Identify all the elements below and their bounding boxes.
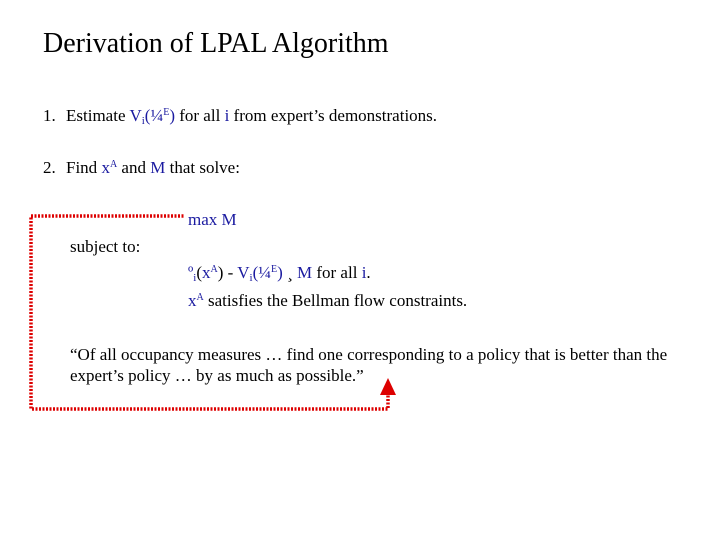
lp-objective: max M [188, 210, 237, 229]
step-2-text-a: Find [66, 158, 102, 177]
step-2-number: 2. [43, 158, 56, 177]
value-index: i [141, 115, 145, 127]
c1-E-sup: E [271, 264, 278, 275]
policy-symbol: ¼ [150, 106, 164, 125]
mu-index: i [193, 272, 197, 284]
step-1-text-b: for all [174, 106, 225, 125]
step-2-text-c: that solve: [165, 158, 240, 177]
arrow-head-icon [380, 378, 396, 395]
explanation-quote: “Of all occupancy measures … find one corresponding to a policy that is better than the expert’s policy … by as much as possible.” [70, 345, 668, 385]
c1-for-all: for all [312, 263, 362, 282]
c2-x: x [188, 291, 197, 310]
c1-pi-close: ) [277, 263, 288, 282]
paren-close: ) [169, 106, 175, 125]
c2-text: satisfies the Bellman flow constraints. [203, 291, 468, 310]
c1-period: . [366, 263, 371, 282]
occupancy-x: x [101, 158, 110, 177]
c1-V: V [237, 263, 250, 282]
c1-M: M [292, 263, 313, 282]
c1-open: ( [196, 263, 203, 282]
connector-line [31, 216, 388, 409]
step-2-text-b: and [117, 158, 151, 177]
expert-superscript: E [163, 107, 170, 118]
step-1-number: 1. [43, 106, 56, 125]
paren-open: ( [144, 106, 151, 125]
c1-geq: ¸ [287, 263, 293, 282]
c1-x: x [202, 263, 211, 282]
c1-i: i [361, 263, 367, 282]
value-symbol: V [129, 106, 142, 125]
c1-A-sup: A [210, 264, 218, 275]
slide-title: Derivation of LPAL Algorithm [43, 28, 389, 59]
c2-A-sup: A [196, 292, 204, 303]
apprentice-superscript: A [109, 159, 118, 170]
c1-close-minus: ) - [217, 263, 238, 282]
c1-V-index: i [249, 272, 253, 284]
index-i: i [224, 106, 230, 125]
subject-to-label: subject to: [70, 237, 141, 256]
step-1-text-a: Estimate [66, 106, 130, 125]
c1-pi-open: ( [252, 263, 259, 282]
mu-symbol: º [188, 263, 194, 282]
step-1-text-c: from expert’s demonstrations. [229, 106, 438, 125]
c1-pi: ¼ [258, 263, 272, 282]
margin-M: M [150, 158, 166, 177]
